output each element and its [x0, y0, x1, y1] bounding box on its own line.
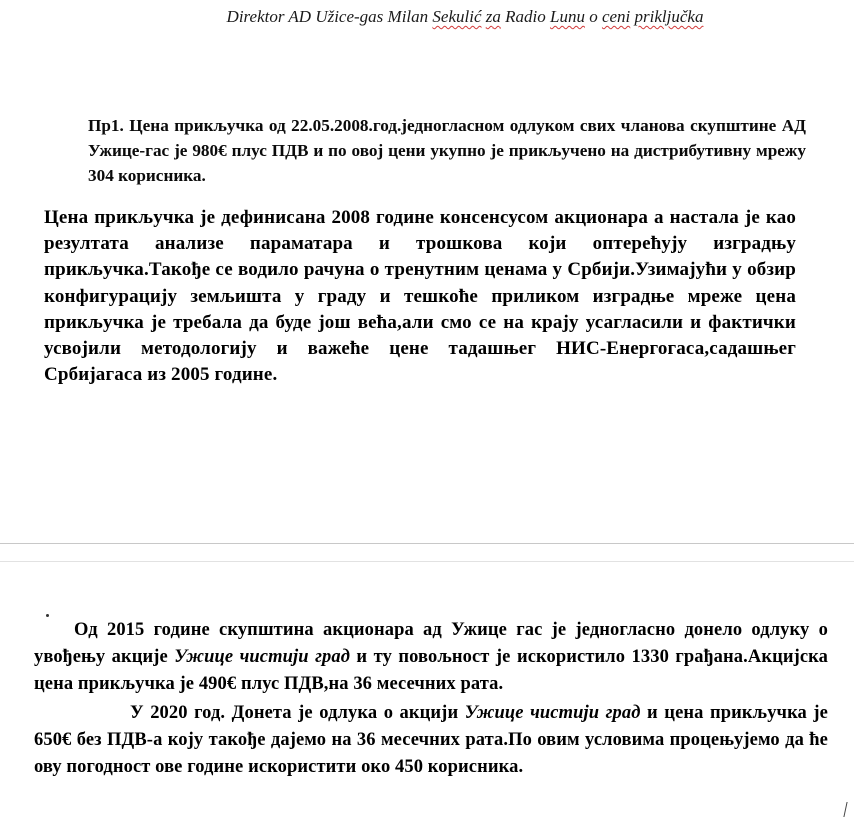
paragraph-2015-action	[34, 617, 828, 697]
headline-word-ceni: ceni	[601, 7, 631, 26]
headline-text-3: Radio	[500, 7, 550, 26]
paragraph-pr1: Пр1. Цена прикључка од 22.05.2008.год.једногласном одлуком свих чланова скупштине АД Ужице-гас је 980€ плус ПДВ и по овој цени укупно је прикључено на дистрибутивну мрежу 304 корисника.	[88, 116, 806, 185]
p4-text-a: У 2020 год. Донета је одлука о акцији	[130, 703, 465, 723]
p3-text-a: Од 2015 године скупштина акционара ад Ужице гас је једногласно донело одлуку о увођењу акције	[34, 620, 828, 667]
p4-action-name: Ужице чистији град	[464, 703, 641, 723]
headline-word-sekulic: Sekulić	[432, 7, 482, 26]
scanned-excerpt-2	[0, 617, 854, 817]
p3-action-name: Ужице чистији град	[174, 646, 350, 667]
scanned-excerpt-1	[0, 113, 854, 543]
section-divider-top	[0, 543, 854, 544]
document-headline	[0, 7, 854, 27]
p4-text-c: и цена прикључка је 650€ без ПДВ-а коју такође дајемо на 36 месечних рата.По овим условима процењујемо да ће ову погодност ове године искористити око 450 корисника.	[34, 703, 828, 777]
p3-text-c: и ту повољност је искористило 1330 грађана.Акцијска цена прикључка је 490€ плус ПДВ,на 36 месечних рата.	[34, 646, 829, 694]
headline-text-4: o	[584, 7, 602, 26]
headline-word-za: za	[485, 7, 501, 26]
section-divider-bottom	[0, 561, 854, 562]
headline-word-lunu: Lunu	[549, 7, 585, 26]
headline-text-1: Direktor AD Užice-gas Milan	[226, 7, 433, 26]
paragraph-2020-action	[34, 700, 828, 780]
headline-word-prikljucka: priključka	[634, 7, 704, 26]
paragraph-price-definition: Цена прикључка је дефинисана 2008 године консенсусом акционара а настала је као резултата анализе параматара и трошкова који оптерећују изградњу прикључка.Такође се водило рачуна о тренутним ценама у Србији.Узимајући у обзир конфигурацију земљишта у граду и тешкоће приликом изградње мреже цена прикључка је требала да буде још већа,али смо се на крају усагласили и фактички усвојили методологију и важеће цене тадашњег НИС-Енергогаса,садашњег Србијагаса из 2005 године.	[44, 207, 796, 386]
